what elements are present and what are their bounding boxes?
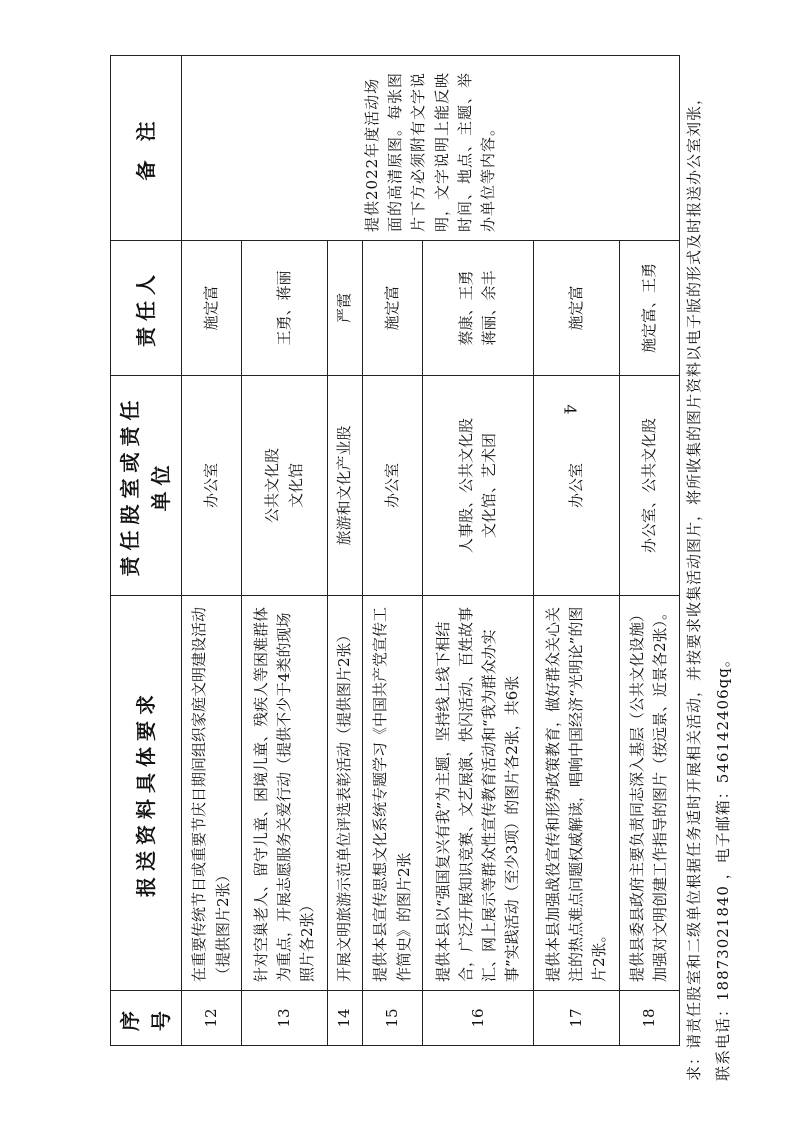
footer-instruction: 求：请责任股室和二级单位根据任务适时开展相关活动，并按要求收集活动图片，将所收集的图片资料以电子版的形式及时报送办公室刘张， xyxy=(685,88,703,1081)
row-number: 17 xyxy=(534,991,620,1046)
row-number: 14 xyxy=(327,991,362,1046)
row-responsible-unit: 办公室、公共文化股 xyxy=(619,376,679,596)
row-number: 13 xyxy=(242,991,328,1046)
header-no: 序号 xyxy=(111,991,182,1046)
row-responsible-unit: 旅游和文化产业股 xyxy=(327,376,362,596)
row-requirement: 开展文明旅游示范单位评选表彰活动（提供图片2张） xyxy=(327,596,362,991)
row-responsible-unit: 办公室 xyxy=(534,376,620,596)
table-row xyxy=(182,56,242,1046)
footer-contact: 联系电话：18873021840 ，电子邮箱：546142406qq。 xyxy=(714,651,732,1081)
row-responsible-unit: 人事股、公共文化股 文化馆、艺术团 xyxy=(423,376,534,596)
row-responsible-person: 施定富 xyxy=(362,241,422,376)
row-responsible-unit: 公共文化股 文化馆 xyxy=(242,376,328,596)
row-number: 12 xyxy=(182,991,242,1046)
header-notes: 备 注 xyxy=(111,56,182,241)
row-requirement: 针对空巢老人、留守儿童、困境儿童、残疾人等困难群体为重点，开展志愿服务关爱行动（提供不少于4类的现场照片各2张） xyxy=(242,596,328,991)
row-requirement: 提供本县宣传思想文化系统专题学习《中国共产党宣传工作简史》的图片2张 xyxy=(362,596,422,991)
row-responsible-person: 蔡康、王勇 蒋丽、余丰 xyxy=(423,241,534,376)
header-responsible-person: 责任人 xyxy=(111,241,182,376)
table-header-row xyxy=(111,56,182,1046)
row-responsible-person: 施定富 xyxy=(182,241,242,376)
page-number: 4 xyxy=(560,404,580,415)
header-responsible-unit: 责任股室或责任单位 xyxy=(111,376,182,596)
notes-cell: 提供2022年度活动场面的高清原图。每张图片下方必须附有文字说明，文字说明上能反映时间、地点、主题、举办单位等内容。 xyxy=(182,56,680,241)
header-requirements: 报送资料具体要求 xyxy=(111,596,182,991)
row-requirement: 提供本县加强战役宣传和形势政策教育，做好群众关心关注的热点难点问题权威解读，唱响中国经济“光明论”的图片2张。 xyxy=(534,596,620,991)
row-number: 16 xyxy=(423,991,534,1046)
row-responsible-unit: 办公室 xyxy=(362,376,422,596)
row-responsible-unit: 办公室 xyxy=(182,376,242,596)
requirements-table xyxy=(110,55,680,1046)
row-number: 15 xyxy=(362,991,422,1046)
row-requirement: 提供本县以“强国复兴有我”为主题，坚持线上线下相结合，广泛开展知识竞赛、文艺展演、快闪活动、百姓故事汇、网上展示等群众性宣传教育活动和“我为群众办实事”实践活动（至少3项）的图片各2张，共6张 xyxy=(423,596,534,991)
row-responsible-person: 王勇、蒋丽 xyxy=(242,241,328,376)
row-responsible-person: 施定富 xyxy=(534,241,620,376)
row-responsible-person: 严霞 xyxy=(327,241,362,376)
row-requirement: 提供县委县政府主要负责同志深入基层（公共文化设施）加强对文明创建工作指导的图片（按远景、近景各2张）。 xyxy=(619,596,679,991)
row-number: 18 xyxy=(619,991,679,1046)
row-requirement: 在重要传统节日或重要节庆日期间组织家庭文明建设活动（提供图片2张） xyxy=(182,596,242,991)
row-responsible-person: 施定富、王勇 xyxy=(619,241,679,376)
